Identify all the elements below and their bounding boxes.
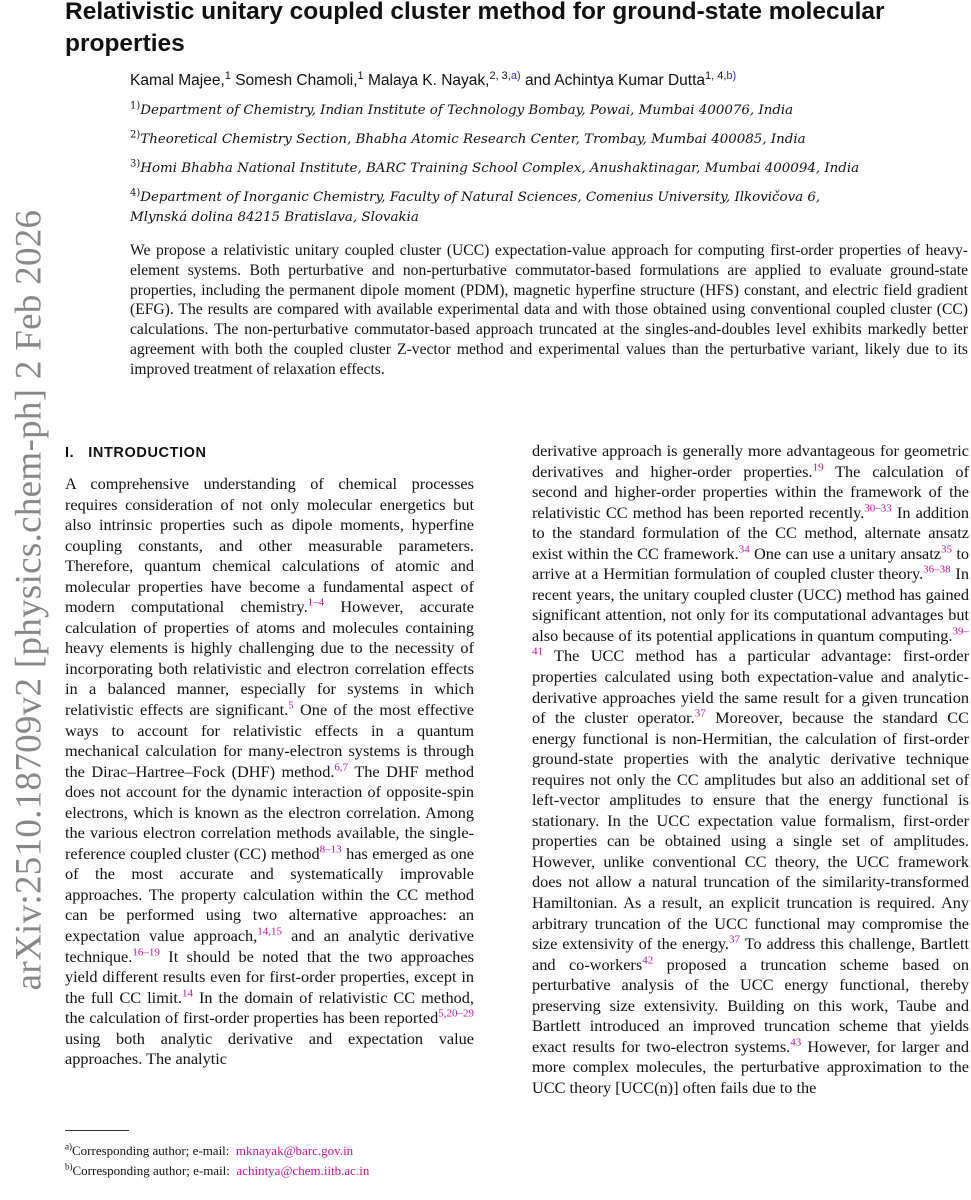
body-text: One of the most effective ways to account for relativistic effects in a quantum mechanical calculation for many-electron systems is through the Dirac–Hartree–Fock (DHF) method. bbox=[65, 700, 474, 781]
citation-link[interactable]: 36–38 bbox=[923, 563, 951, 576]
abstract: We propose a relativistic unitary coupled cluster (UCC) expectation-value approach for computing first-order properties of heavy-element systems. Both perturbative and non-perturbative commutator-based formulations are applied to evaluate ground-state properties, including the permanent dipole moment (PDM), magnetic hyperfine structure (HFS) constant, and electric field gradient (EFG). The results are compared with available experimental data and with those obtained using conventional coupled cluster (CC) calculations. The non-perturbative commutator-based approach truncated at the singles-and-doubles level exhibits markedly better agreement with both the coupled cluster Z-vector method and experimental values than the perturbative variant, likely due to its improved treatment of relaxation effects. bbox=[130, 242, 968, 378]
footnote-marker: b) bbox=[65, 1161, 73, 1172]
body-text: In addition to the standard formulation of the CC method, alternate ansatz exist within the CC framework. bbox=[532, 502, 969, 563]
body-text: The DHF method does not account for the dynamic interaction of opposite-spin electrons, which is known as the electron correlation. Among the various electron correlation methods available, the single-reference coupled cluster (CC) method bbox=[65, 761, 474, 863]
author-note-link[interactable]: b) bbox=[726, 69, 737, 82]
affiliation-marker: 2) bbox=[130, 129, 141, 141]
author-name: Malaya K. Nayak, bbox=[367, 72, 490, 89]
citation-link[interactable]: 30–33 bbox=[864, 502, 892, 515]
affiliation-3 bbox=[130, 159, 859, 179]
footnote-b bbox=[65, 1163, 369, 1179]
body-text: In recent years, the unitary coupled cluster (UCC) method has gained significant attention, not only for its computational advantages but also because of its potential applications in quantum computing. bbox=[532, 564, 969, 645]
body-column-left bbox=[65, 442, 474, 1070]
arxiv-sidebar bbox=[0, 0, 58, 1200]
citation-link[interactable]: 8–13 bbox=[319, 843, 342, 856]
section-number: I. bbox=[65, 445, 75, 461]
affiliation-marker: 4) bbox=[130, 187, 141, 199]
author-affil-sup: 1 bbox=[357, 69, 364, 82]
citation-link[interactable]: 6,7 bbox=[334, 761, 349, 774]
body-text: To address this challenge, Bartlett and co-workers bbox=[532, 934, 969, 974]
footnote-label: Corresponding author; e-mail: bbox=[72, 1163, 230, 1178]
author-note-link[interactable]: a) bbox=[510, 69, 521, 82]
author-affil-sup: 1, 4, bbox=[705, 69, 727, 82]
email-link[interactable]: achintya@chem.iitb.ac.in bbox=[236, 1163, 370, 1178]
affiliation-text: Department of Chemistry, Indian Institute of Technology Bombay, Powai, Mumbai 400076, India bbox=[140, 103, 794, 118]
affiliation-text: Theoretical Chemistry Section, Bhabha Atomic Research Center, Trombay, Mumbai 400085, India bbox=[140, 132, 806, 147]
body-text: Moreover, because the standard CC energy functional is non-Hermitian, the calculation of first-order ground-state properties with the analytic derivative technique requires not only the CC amplitudes but also an additional set of left-vector amplitudes to ensure that the energy functional is stationary. In the UCC expectation value formalism, first-order properties can be obtained using a single set of amplitudes. However, unlike conventional CC theory, the UCC framework does not allow a natural truncation of the similarity-transformed Hamiltonian. As a result, an explicit truncation is required. Any arbitrary truncation of the UCC functional may compromise the size extensivity of the energy. bbox=[532, 708, 969, 954]
citation-link[interactable]: 42 bbox=[642, 954, 654, 967]
body-text: It should be noted that the two approaches yield different results even for first-order properties, except in the full CC limit. bbox=[65, 946, 474, 1007]
citation-link[interactable]: 35 bbox=[941, 543, 953, 556]
intro-paragraph-continued bbox=[532, 441, 969, 1099]
affiliation-4 bbox=[130, 188, 820, 228]
arxiv-identifier: arXiv:2510.18709v2 [physics.chem-ph] 2 Feb 2026 bbox=[8, 209, 50, 991]
body-text: One can use a unitary ansatz bbox=[749, 543, 942, 563]
footnote-a bbox=[65, 1143, 353, 1159]
affiliation-marker: 1) bbox=[130, 100, 141, 112]
affiliation-marker: 3) bbox=[130, 158, 141, 170]
body-text: A comprehensive understanding of chemical processes requires consideration of not only molecular energetics but also intrinsic properties such as dipole moments, hyperfine coupling constants, and other measurable parameters. Therefore, quantum chemical calculations of atomic and molecular properties have become a fundamental aspect of modern computational chemistry. bbox=[65, 474, 474, 617]
body-text: derivative approach is generally more advantageous for geometric derivatives and higher-order properties. bbox=[532, 441, 969, 481]
affiliation-1 bbox=[130, 101, 793, 121]
author-name: Somesh Chamoli, bbox=[235, 72, 358, 89]
affiliation-text-line2: Mlynská dolina 84215 Bratislava, Slovakia bbox=[130, 210, 419, 225]
citation-link[interactable]: 43 bbox=[790, 1036, 802, 1049]
body-text: has emerged as one of the most accurate and systematically improvable approaches. The property calculation within the CC method can be performed using two alternative approaches: an expectation value approach, bbox=[65, 843, 474, 946]
author-affil-sup: 1 bbox=[224, 69, 231, 82]
citation-link[interactable]: 16–19 bbox=[132, 946, 160, 959]
intro-paragraph bbox=[65, 474, 474, 1070]
body-text: The calculation of second and higher-order properties within the framework of the relativistic CC method has been reported recently. bbox=[532, 461, 969, 522]
citation-link[interactable]: 5,20–29 bbox=[438, 1007, 474, 1020]
body-text: to arrive at a Hermitian formulation of coupled cluster theory. bbox=[532, 543, 969, 584]
body-text: The UCC method has a particular advantage: first-order properties calculated using both expectation-value and analytic-derivative approaches yield the same result for a given truncation of the cluster operator. bbox=[532, 646, 969, 728]
body-text: However, for larger and more complex molecules, the perturbative approximation to the UCC theory [UCC(n)] often fails due to the bbox=[532, 1036, 969, 1097]
citation-link[interactable]: 19 bbox=[812, 461, 824, 474]
footnote-label: Corresponding author; e-mail: bbox=[72, 1143, 230, 1158]
body-text: and an analytic derivative technique. bbox=[65, 926, 475, 966]
body-text: using both analytic derivative and expectation value approaches. The analytic bbox=[65, 1028, 474, 1069]
citation-link[interactable]: 14 bbox=[181, 987, 193, 1000]
author-name: and Achintya Kumar Dutta bbox=[524, 72, 706, 89]
citation-link[interactable]: 1–4 bbox=[307, 596, 325, 609]
body-column-right bbox=[532, 441, 969, 1099]
author-list bbox=[130, 69, 737, 90]
body-text: proposed a truncation scheme based on perturbative analysis of the UCC energy functional, thereby preserving size extensivity. Building on this work, Taube and Bartlett introduced an improved truncation scheme that yields exact results for two-electron systems. bbox=[532, 954, 970, 1056]
citation-link[interactable]: 39–41 bbox=[532, 625, 969, 659]
section-title: INTRODUCTION bbox=[88, 445, 207, 461]
citation-link[interactable]: 5 bbox=[288, 699, 294, 712]
affiliation-text: Department of Inorganic Chemistry, Faculty of Natural Sciences, Comenius University, Ilkovičova 6, bbox=[140, 190, 821, 205]
affiliation-text: Homi Bhabha National Institute, BARC Training School Complex, Anushaktinagar, Mumbai 400094, India bbox=[140, 161, 860, 176]
footnote-divider bbox=[65, 1130, 129, 1131]
footnote-marker: a) bbox=[65, 1141, 72, 1152]
body-text: In the domain of relativistic CC method, the calculation of first-order properties has been reported bbox=[65, 987, 475, 1028]
author-name: Kamal Majee, bbox=[130, 72, 225, 89]
citation-link[interactable]: 14,15 bbox=[257, 925, 283, 938]
citation-link[interactable]: 34 bbox=[738, 543, 750, 556]
body-text: However, accurate calculation of properties of atoms and molecules containing heavy elements is highly challenging due to the necessity of incorporating both relativistic and electron correlation effects in a balanced manner, especially for systems in which relativistic effects are significant. bbox=[65, 597, 474, 720]
author-affil-sup: 2, 3, bbox=[489, 69, 511, 82]
affiliation-2 bbox=[130, 130, 806, 150]
section-heading bbox=[65, 442, 474, 464]
citation-link[interactable]: 37 bbox=[729, 933, 740, 946]
paper-title: Relativistic unitary coupled cluster method for ground-state molecular properties bbox=[65, 0, 885, 57]
email-link[interactable]: mknayak@barc.gov.in bbox=[235, 1143, 354, 1158]
citation-link[interactable]: 37 bbox=[694, 707, 706, 720]
